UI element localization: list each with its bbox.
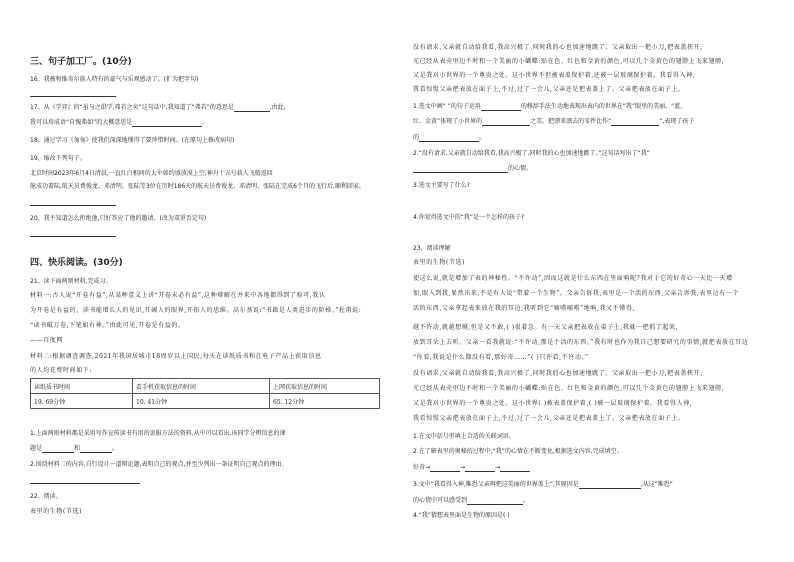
q21-1-line1: 1.上面两则材料都是采用写作宣传读书有用的说服方法的资料,从中可以看出,该同学分辨信息的课 <box>30 430 286 437</box>
r-q2-line2: 的心情。 <box>413 165 532 173</box>
table-row <box>31 394 380 409</box>
r-a2: 2.在了解表里的奥秘的过程中,“我”的心情在不断变化,根据选文内容,完成填空。 <box>413 448 623 455</box>
r-q1-line3: 的 。 <box>413 134 486 141</box>
passage-b-line9: 又是我对小世界的一个尊贵之处。这小世界( )被表盖保护着,( )被一层玻璃保护着。我看得入神, <box>413 400 693 407</box>
r-q1-line2: 红、金黄”体现了小世界的 之美。把漂来漂去的零件比作“ ”,表现了孩子 <box>413 118 695 125</box>
table-header-cell: 上网获取信息的时间 <box>270 379 380 394</box>
q20: 20、我不知道怎么拒绝他,只好答应了他的邀请。(改为双重否定句) <box>30 215 207 222</box>
passage-a-line4: 我看惊慌父亲把表放在面子上,不过,过了一会儿,父亲还是把表盖上了。父亲把表放在面子上。 <box>413 86 685 93</box>
q23: 23、阅读理解 <box>413 245 451 252</box>
passage-b-line1: 使这么说,就是增加了表的神秘性。“不许动”,因而这就是什么东西在里面响呢?我对于它的好奇心一天比一天增 <box>413 275 733 282</box>
r-q1-blank2[interactable] <box>482 119 530 126</box>
passage-b-line10: 我看惊慌父亲把表放在面子上,不过,过了一会儿,父亲还是把表盖上了。父亲把表放在面子上。 <box>413 415 685 422</box>
r-a3-line2: 的心情中可以感受到 。 <box>413 497 530 504</box>
r-q1-blank3[interactable] <box>611 119 659 126</box>
r-a2-blank2[interactable] <box>465 465 495 472</box>
passage-a-line1: 没有请求,父亲就自动给我看,我高兴极了,同时我的心也加速地跳了。父亲取出一把小刀,把表盖挟开, <box>413 44 703 51</box>
reading-time-table <box>30 378 380 409</box>
r-q1-line1: 1.选文中画“ ”的句子运用 的修辞手法生动地表现出表内的世界在“我”眼里的美丽。“蓝、 <box>413 103 687 110</box>
q17-line2: 我可以用成语“自愧弗如”的大概意思是 。 <box>30 119 209 126</box>
q17-blank2[interactable] <box>132 120 202 127</box>
material1-source: ——百度网 <box>30 337 64 344</box>
q19-para-line1: 北京时间2023年6月4日清晨,一直红白相间的大伞如约盛放漠上空,神舟十五号载人飞船返回 <box>30 170 273 177</box>
q16-answer-line[interactable] <box>30 96 116 97</box>
r-q2-blank[interactable] <box>413 166 508 173</box>
q23-title: 表里的生物(节选) <box>413 259 466 266</box>
passage-b-line4: 越不许动,就越想摸,但是又不敢,( )很着急。有一天父亲把表放在桌子上,我就一把抓了起来, <box>413 324 679 331</box>
table-header-row <box>31 379 380 394</box>
r-a3-blank2[interactable] <box>467 498 523 505</box>
q21: 21、读下面两则材料,完成习。 <box>30 278 112 285</box>
q18: 18、通过学习《匆匆》使我们深深地懂得了要珍惜时间。(在原句上修改病句) <box>30 137 235 144</box>
q19-para-line2: 舱成功着陆,航天员费俊龙、邓清明、张陆等3位在历时186天的航天员费俊龙、邓清明、张陆在完成6个月的飞行后,顺利回家。 <box>30 183 365 190</box>
passage-b-line6: “你看,我说是什么都没有看,那好奇……”( )只许看,不许动。” <box>413 354 589 361</box>
r-a2-blank1[interactable] <box>430 465 460 472</box>
passage-b-line3: 活的东西,父亲拿起表来放在我的耳边,我听到它“嘀嗒嘀嗒”地响,我又不懂得, <box>413 305 635 312</box>
passage-a-line2: 光已经从表壳里边不时和一个美丽的小蝴蝶:贴在色、红色和金黄的颜色,可以几个金黄色的翅膀上飞来翅膀, <box>413 58 725 65</box>
table-header-cell: 读纸质书时间 <box>31 379 133 394</box>
material1-line1: 材料一:古人说“开卷有益”,从某种意义上讲“开卷未必有益”,这种辩解在并来中各地都得到了验可,我认 <box>30 292 326 299</box>
section3-title: 三、句子加工厂。(10分) <box>30 57 132 67</box>
q17-line1: 17、从《学弈》的“虽与之俱学,弗若之矣”这句话中,我知道了“弗若”的意思是 ,由此, <box>30 104 286 111</box>
r-q1-blank1[interactable] <box>481 104 521 111</box>
r-q1-blank4[interactable] <box>419 135 479 142</box>
q16: 16、我被和维奇尔族人特有的豪气与乐观感动了。(扩为把字句) <box>30 76 199 83</box>
q21-1-blank2[interactable] <box>80 446 112 453</box>
table-cell: 19. 69分钟 <box>31 394 133 409</box>
q19: 19、缩改下列句子。 <box>30 155 86 162</box>
table-cell: 10. 41分钟 <box>133 394 270 409</box>
passage-b-line8: 光已经从表壳里边不时和一个美丽的小蝴蝶:贴在色、红色和金黄的颜色,可以几个金黄色的翅膀上飞来翅膀, <box>413 385 725 392</box>
table-header-cell: 看手机获取信息的时间 <box>133 379 270 394</box>
q22-title: 表里的生物(节选) <box>30 508 83 515</box>
r-q4: 4.你觉得选文中的“我”是一个怎样的孩子? <box>413 214 525 221</box>
r-a2-chain: 好奇→ → → <box>413 464 530 472</box>
material2-line2: 的人均花费时间如下: <box>30 367 93 374</box>
r-a3-line1: 3.文中“我看得入神,唯恐父亲再把这美丽的世界盖上”,其原因是 ,从这“唯恐” <box>413 481 673 488</box>
q22: 22、阅读。 <box>30 493 62 500</box>
r-a1: 1.在文中括号里填上合适的关联词语。 <box>413 433 515 440</box>
passage-b-line5: 放到耳朵上去听。父亲一看我就说:“不许动,那是个活的东西。”我有时也作为我自己想要研究的事情,就把表放在耳边 <box>413 339 749 346</box>
passage-b-line2: 加,眼入到我,果然出来,不是有人说“带着一个生物”。父亲告诉我,表里是一个活的东西,父亲告诉我,表里边有一个 <box>413 290 739 297</box>
q21-2-answer-line[interactable] <box>30 483 140 484</box>
r-q3: 3.选文主要写了什么? <box>413 182 470 189</box>
q21-1-blank1[interactable] <box>42 446 74 453</box>
passage-a-line3: 又是我对小世界的一个尊贵之处。这小世界不但被表盖保护着,还被一层玻璃保护着。我看得入神, <box>413 72 696 79</box>
material1-line2: 为开卷是有益的。读书能增长人的见识,开阔人的眼界,开拓人的思维。高尔基说:“书籍是人类进步的阶梯。”杜甫说: <box>30 307 362 314</box>
q21-2: 2.围绕材料二的内容,自行设计一道辩论题,表明自己的观点,并至少列出一条证明自己观点的理由。 <box>30 461 288 468</box>
q19-answer-line[interactable] <box>30 205 116 206</box>
q17-blank1[interactable] <box>234 105 270 112</box>
r-a4: 4.“我”猜想表里面是生物的原因是( ) <box>413 512 510 519</box>
r-q2-line1: 2.“没有请求,父亲就自动给我看,我高兴极了,同时我的心也加速地跳了。”这句话写出了“我” <box>413 150 650 157</box>
section4-title: 四、快乐阅读。(30分) <box>30 258 123 268</box>
material2-line1: 材料二:根据调查调查,2021年我国居城市18周岁以上国民,每天在读纸质书和在电子产品上获取信息 <box>30 353 322 360</box>
r-a3-blank1[interactable] <box>579 482 641 489</box>
passage-b-line7: 没有请求,父亲就自动给我看,我高兴极了,同时我的心也加速地跳了。父亲取出一把小刀,把表盖挟开, <box>413 370 703 377</box>
q20-answer-line[interactable] <box>30 236 116 237</box>
r-a2-blank3[interactable] <box>500 465 530 472</box>
q21-1-line2: 题是 和 。 <box>30 445 119 452</box>
table-cell: 65. 12分钟 <box>270 394 380 409</box>
material1-line3: “读书破万卷,下笔如有神。”由此可见,开卷是有益的。 <box>30 322 185 329</box>
